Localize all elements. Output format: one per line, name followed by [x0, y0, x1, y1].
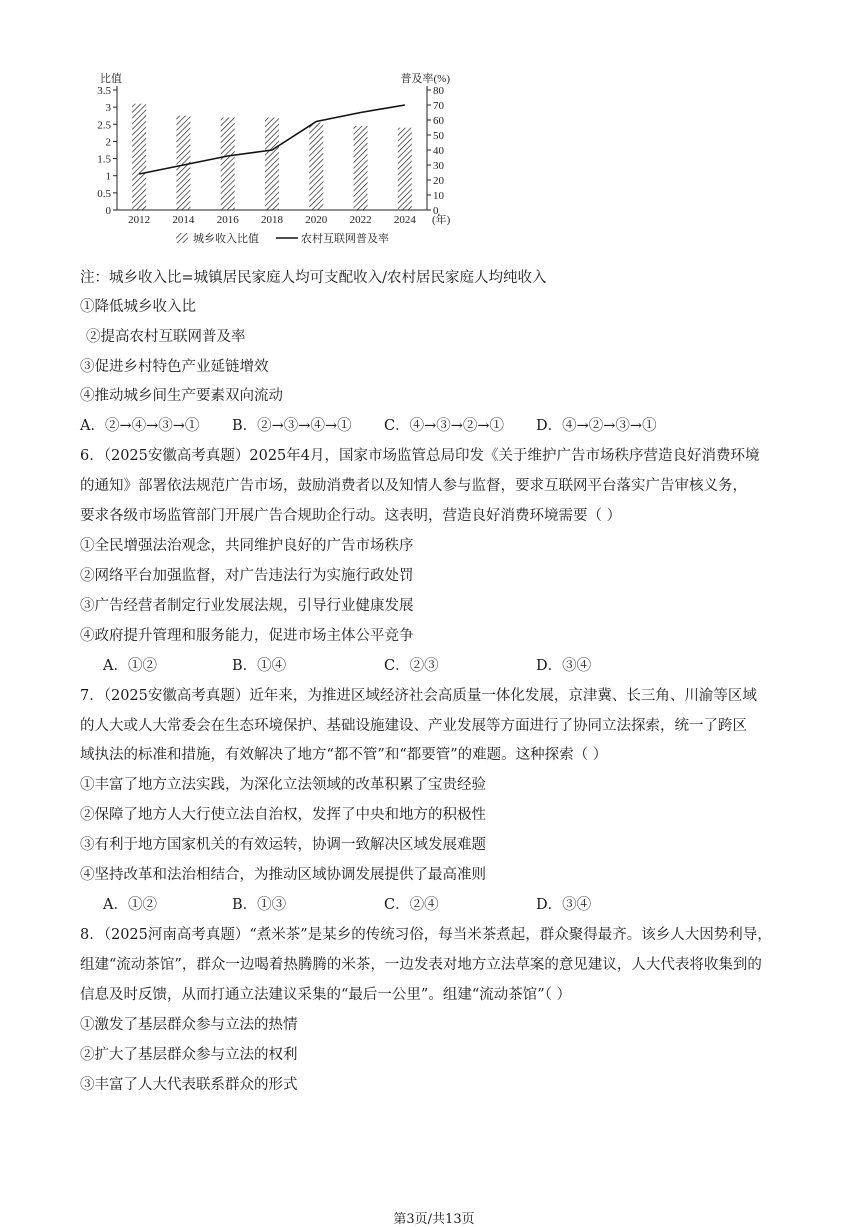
- income-ratio-bar: [354, 126, 368, 210]
- q8-item: ①激发了基层群众参与立法的热情: [80, 1017, 298, 1033]
- chart-note: 注：城乡收入比=城镇居民家庭人均可支配收入/农村居民家庭人均纯收入: [80, 270, 547, 286]
- q6-item: ④政府提升管理和服务能力，促进市场主体公平竞争: [80, 628, 414, 644]
- q5-item: ④推动城乡间生产要素双向流动: [80, 388, 283, 404]
- q6-option-d: D．③④: [536, 658, 592, 674]
- q7-option-c: C．②④: [384, 897, 439, 913]
- q7-option-a: A．①②: [103, 897, 157, 913]
- income-ratio-bar: [309, 123, 323, 210]
- right-tick-label: 60: [433, 115, 444, 127]
- q8-item: ③丰富了人大代表联系群众的形式: [80, 1077, 298, 1093]
- q5-option-a: A．②→④→③→①: [80, 418, 200, 434]
- right-tick-label: 30: [433, 160, 444, 172]
- left-tick-label: 3: [105, 102, 111, 115]
- x-tick-label: 2020: [305, 214, 328, 226]
- chart-svg: [80, 68, 460, 258]
- q6-stem: 要求各级市场监管部门开展广告合规助企行动。这表明，营造良好消费环境需要（ ）: [80, 508, 622, 524]
- q8-stem: 信息及时反馈，从而打通立法建议采集的“最后一公里”。组建“流动茶馆”（ ）: [80, 987, 572, 1003]
- q5-option-c: C．④→③→②→①: [384, 418, 505, 434]
- right-tick-label: 20: [433, 175, 444, 187]
- x-tick-label: 2012: [128, 214, 151, 226]
- income-ratio-bar: [221, 117, 235, 210]
- left-tick-label: 0.5: [97, 187, 111, 200]
- q7-stem: 域执法的标准和措施，有效解决了地方“都不管”和“都要管”的难题。这种探索（ ）: [80, 747, 608, 763]
- left-tick-label: 3.5: [97, 85, 111, 97]
- legend-line-label: 农村互联网普及率: [301, 233, 389, 245]
- x-tick-label: 2016: [216, 214, 239, 226]
- legend-bar-swatch: [176, 233, 188, 243]
- legend-bar-label: 城乡收入比值: [193, 233, 259, 245]
- q8-item: ②扩大了基层群众参与立法的权利: [80, 1047, 298, 1063]
- q5-option-b: B．②→③→④→①: [232, 418, 352, 434]
- income-internet-chart: [80, 68, 460, 258]
- x-tick-label: 2014: [172, 214, 195, 226]
- q6-stem: 6．（2025安徽高考真题）2025年4月，国家市场监管总局印发《关于维护广告市场秩序营造良好消费环境: [80, 448, 760, 464]
- q7-option-b: B．①③: [232, 897, 287, 913]
- q7-item: ④坚持改革和法治相结合，为推动区域协调发展提供了最高准则: [80, 867, 486, 883]
- right-tick-label: 10: [433, 190, 444, 202]
- q6-item: ②网络平台加强监督，对广告违法行为实施行政处罚: [80, 568, 414, 584]
- q6-option-c: C．②③: [384, 658, 439, 674]
- right-tick-label: 50: [433, 130, 444, 142]
- right-axis-title: 普及率(%): [400, 73, 450, 85]
- q5-item: ②提高农村互联网普及率: [86, 329, 246, 345]
- q6-option-b: B．①④: [232, 658, 287, 674]
- q7-item: ③有利于地方国家机关的有效运转，协调一致解决区域发展难题: [80, 837, 486, 853]
- q7-item: ①丰富了地方立法实践，为深化立法领域的改革积累了宝贵经验: [80, 777, 486, 793]
- left-axis-title: 比值: [100, 73, 122, 85]
- q6-stem: 的通知》部署依法规范广告市场，鼓励消费者以及知情人参与监督，要求互联网平台落实广告审核义务，: [80, 478, 747, 494]
- q7-item: ②保障了地方人大行使立法自治权，发挥了中央和地方的积极性: [80, 807, 486, 823]
- income-ratio-bar: [265, 117, 279, 210]
- x-tick-label: 2022: [349, 214, 372, 226]
- left-tick-label: 1: [105, 170, 111, 183]
- left-tick-label: 0: [105, 205, 111, 217]
- right-tick-label: 70: [433, 100, 444, 112]
- q6-option-a: A．①②: [103, 658, 157, 674]
- q5-option-d: D．④→②→③→①: [536, 418, 657, 434]
- q6-item: ③广告经营者制定行业发展法规，引导行业健康发展: [80, 598, 414, 614]
- q5-item: ①降低城乡收入比: [80, 299, 196, 315]
- q7-stem: 的人大或人大常委会在生态环境保护、基础设施建设、产业发展等方面进行了协同立法探索，统一了跨区: [80, 718, 747, 734]
- q5-item: ③促进乡村特色产业延链增效: [80, 359, 269, 375]
- left-tick-label: 2: [105, 136, 111, 149]
- x-axis-unit: (年): [432, 214, 451, 226]
- left-tick-label: 1.5: [97, 153, 111, 166]
- income-ratio-bar: [398, 128, 412, 210]
- q7-stem: 7．（2025安徽高考真题）近年来，为推进区域经济社会高质量一体化发展，京津冀、长三角、川渝等区域: [80, 688, 757, 704]
- right-tick-label: 40: [433, 145, 444, 157]
- right-tick-label: 0: [433, 205, 439, 217]
- right-tick-label: 80: [433, 85, 444, 97]
- income-ratio-bar: [132, 104, 146, 210]
- x-tick-label: 2024: [393, 214, 416, 226]
- q6-item: ①全民增强法治观念，共同维护良好的广告市场秩序: [80, 538, 414, 554]
- x-tick-label: 2018: [261, 214, 283, 226]
- q8-stem: 组建“流动茶馆”，群众一边喝着热腾腾的米茶，一边发表对地方立法草案的意见建议，人大代表将收集到的: [80, 957, 762, 973]
- income-ratio-bar: [176, 116, 190, 210]
- q7-option-d: D．③④: [536, 897, 592, 913]
- left-tick-label: 2.5: [97, 119, 111, 132]
- page-number: 第3页/共13页: [393, 1212, 475, 1227]
- q8-stem: 8．（2025河南高考真题）“煮米茶”是某乡的传统习俗，每当米茶煮起，群众聚得最齐。该乡人大因势利导，: [80, 927, 772, 943]
